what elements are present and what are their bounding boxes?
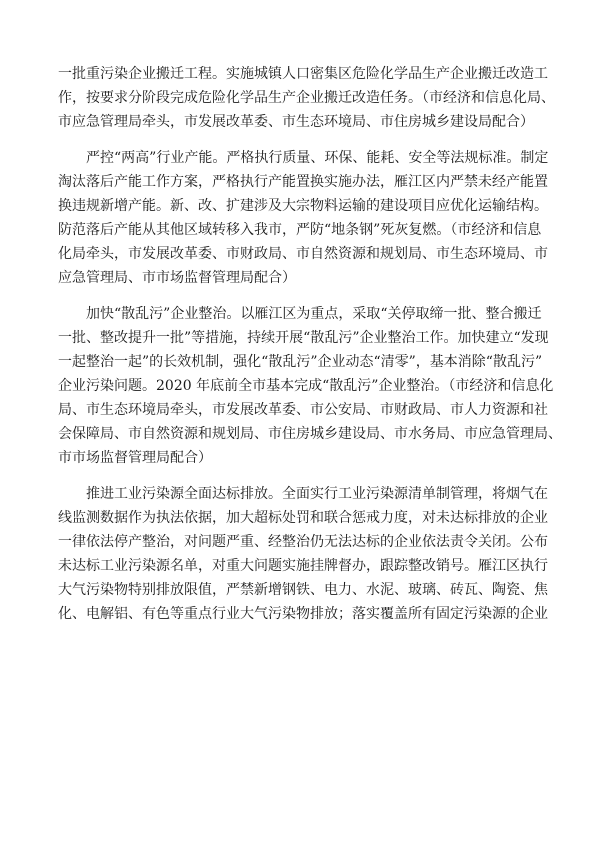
text-line: 防范落后产能从其他区域转移入我市，严防“地条钢”死灰复燃。（市经济和信息 <box>58 222 542 238</box>
text-line: 未达标工业污染源名单，对重大问题实施挂牌督办，跟踪整改销号。雁江区执行 <box>58 558 548 574</box>
text-line: 严控“两高”行业产能。严格执行质量、环保、能耗、安全等法规标准。制定 <box>86 150 549 166</box>
text-line: 一批重污染企业搬迁工程。实施城镇人口密集区危险化学品生产企业搬迁改造工 <box>58 66 548 82</box>
paragraph-spacing <box>58 134 538 146</box>
text-line: 一批、整改提升一批”等措施，持续开展“散乱污”企业整治工作。加快建立“发现 <box>58 330 549 346</box>
paragraph-two-high-capacity <box>58 146 549 290</box>
document-body <box>58 62 562 626</box>
paragraph-scattered-polluting <box>58 302 562 470</box>
text-line: 大气污染物特别排放限值，严禁新增钢铁、电力、水泥、玻璃、砖瓦、陶瓷、焦 <box>58 582 548 598</box>
paragraph-spacing <box>58 470 538 482</box>
text-line: 换违规新增产能。新、改、扩建涉及大宗物料运输的建设项目应优化运输结构。 <box>58 198 548 214</box>
text-line: 化局牵头，市发展改革委、市财政局、市自然资源和规划局、市生态环境局、市 <box>58 246 548 262</box>
text-line: 推进工业污染源全面达标排放。全面实行工业污染源清单制管理，将烟气在 <box>86 486 548 502</box>
paragraph-spacing <box>58 290 538 302</box>
text-line: 一律依法停产整治，对问题严重、经整治仍无法达标的企业依法责令关闭。公布 <box>58 534 548 550</box>
text-line: 会保障局、市自然资源和规划局、市住房城乡建设局、市水务局、市应急管理局、 <box>58 426 562 442</box>
text-line: 市应急管理局牵头，市发展改革委、市生态环境局、市住房城乡建设局配合） <box>58 114 534 130</box>
text-line: 线监测数据作为执法依据，加大超标处罚和联合惩戒力度，对未达标排放的企业 <box>58 510 548 526</box>
text-line: 市市场监督管理局配合） <box>58 450 212 466</box>
paragraph-emission-compliance <box>58 482 548 626</box>
text-line: 作，按要求分阶段完成危险化学品生产企业搬迁改造任务。（市经济和信息化局、 <box>58 90 555 106</box>
paragraph-relocation <box>58 62 555 134</box>
text-line: 加快“散乱污”企业整治。以雁江区为重点，采取“关停取缔一批、整合搬迁 <box>86 306 542 322</box>
text-line: 淘汰落后产能工作方案，严格执行产能置换实施办法，雁江区内严禁未经产能置 <box>58 174 548 190</box>
text-line: 化、电解铝、有色等重点行业大气污染物排放；落实覆盖所有固定污染源的企业 <box>58 606 548 622</box>
text-line: 企业污染问题。2020 年底前全市基本完成“散乱污”企业整治。（市经济和信息化 <box>58 378 554 394</box>
text-line: 应急管理局、市市场监督管理局配合） <box>58 270 296 286</box>
text-line: 一起整治一起”的长效机制，强化“散乱污”企业动态“清零”，基本消除“散乱污” <box>58 354 543 370</box>
text-line: 局、市生态环境局牵头，市发展改革委、市公安局、市财政局、市人力资源和社 <box>58 402 548 418</box>
